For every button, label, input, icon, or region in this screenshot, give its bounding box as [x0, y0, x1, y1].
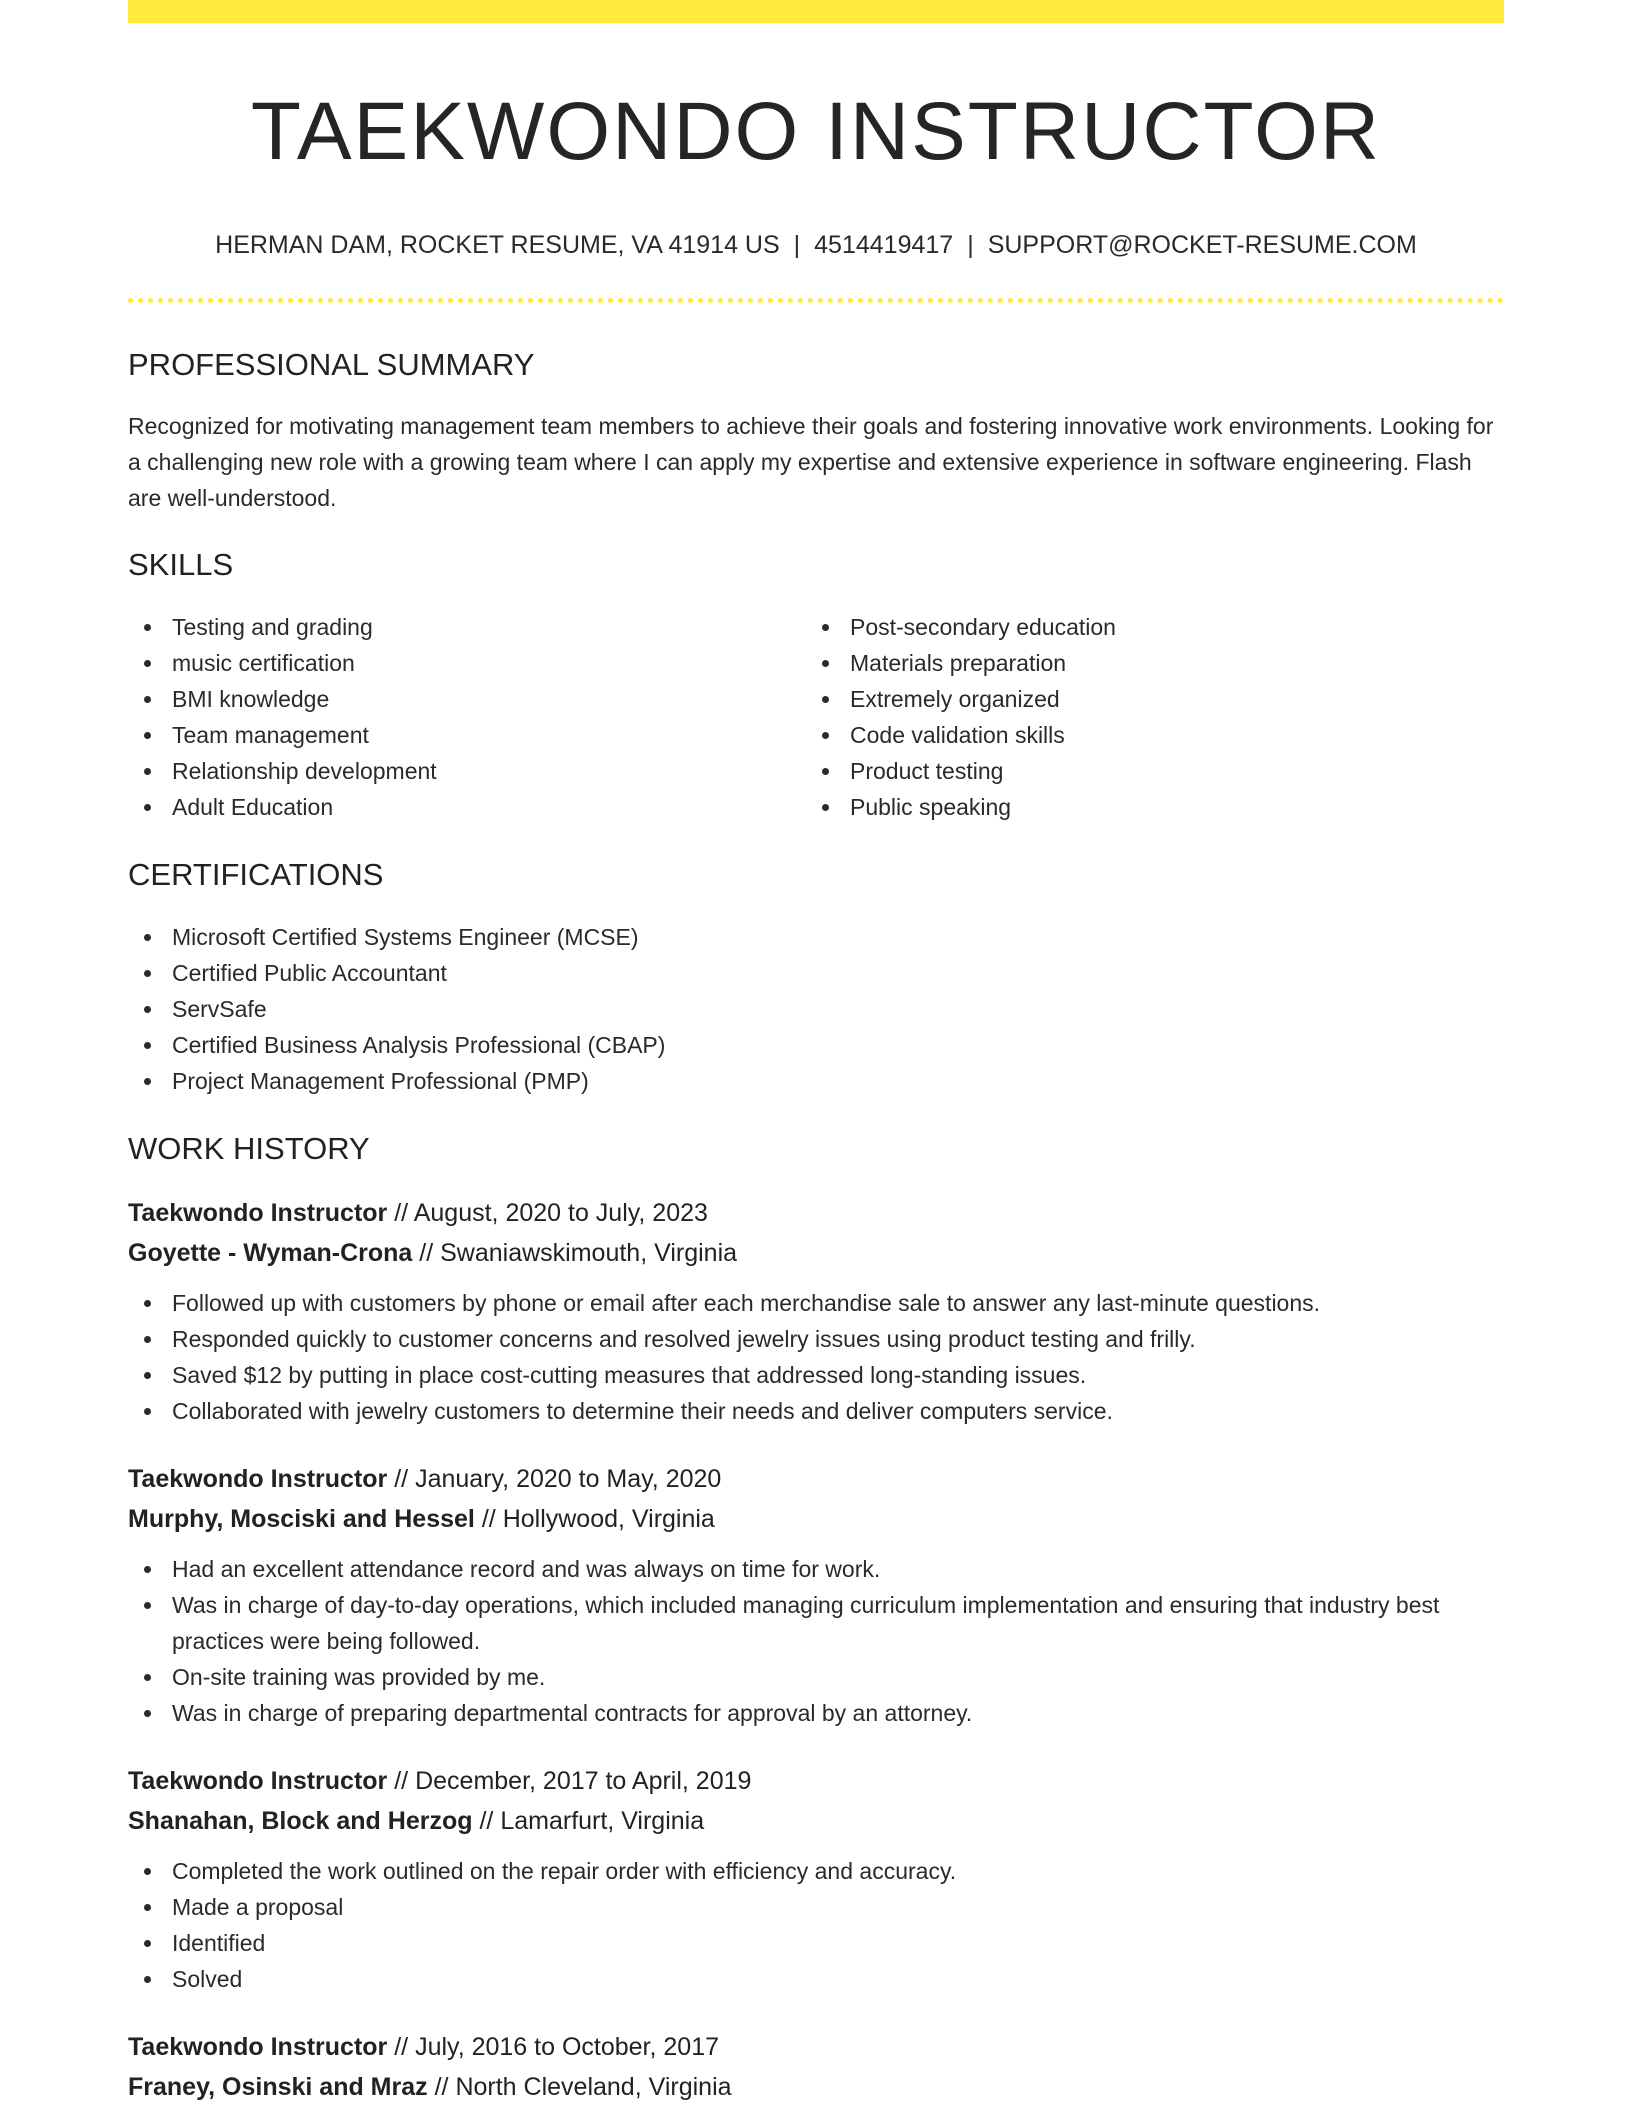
skill-item: Relationship development [128, 753, 806, 789]
skill-item: Adult Education [128, 789, 806, 825]
job-divider: // [479, 1807, 494, 1835]
job-divider: // [419, 1239, 434, 1267]
job-bullet: Solved [128, 1961, 1504, 1997]
job-bullet-list [128, 1285, 1504, 1429]
job-dates: August, 2020 to July, 2023 [413, 1199, 708, 1227]
skill-item: BMI knowledge [128, 681, 806, 717]
job-divider: // [434, 2073, 449, 2101]
job-company: Shanahan, Block and Herzog [128, 1807, 473, 1835]
job-location: North Cleveland, Virginia [455, 2073, 732, 2101]
contact-email: SUPPORT@ROCKET-RESUME.COM [987, 231, 1417, 259]
job-company: Goyette - Wyman-Crona [128, 1239, 413, 1267]
certification-item: Certified Public Accountant [128, 955, 1504, 991]
skill-item: Team management [128, 717, 806, 753]
job-title: Taekwondo Instructor [128, 1767, 388, 1795]
job-entry [128, 1761, 1504, 1997]
job-dates: July, 2016 to October, 2017 [415, 2033, 719, 2061]
contact-line [128, 228, 1504, 262]
contact-separator: | [967, 231, 974, 259]
job-bullet: Saved $12 by putting in place cost-cutting measures that addressed long-standing issues. [128, 1357, 1504, 1393]
job-dates: December, 2017 to April, 2019 [415, 1767, 752, 1795]
dotted-divider [128, 298, 1504, 303]
skill-item: Materials preparation [806, 645, 1484, 681]
job-bullet: Completed the work outlined on the repair order with efficiency and accuracy. [128, 1853, 1504, 1889]
skills-grid [128, 609, 1504, 825]
skill-item: Code validation skills [806, 717, 1484, 753]
job-divider: // [481, 1505, 496, 1533]
job-company-line [128, 2067, 1504, 2107]
contact-separator: | [793, 231, 801, 259]
contact-address: HERMAN DAM, ROCKET RESUME, VA 41914 US [215, 231, 780, 259]
resume-title: TAEKWONDO INSTRUCTOR [250, 86, 1382, 177]
job-company: Franey, Osinski and Mraz [128, 2073, 428, 2101]
job-entry [128, 1459, 1504, 1731]
job-divider: // [394, 2033, 409, 2061]
job-entry [128, 1193, 1504, 1429]
job-bullet: On-site training was provided by me. [128, 1659, 1504, 1695]
job-bullet: Identified [128, 1925, 1504, 1961]
job-bullet: Collaborated with jewelry customers to determine their needs and deliver computers service. [128, 1393, 1504, 1429]
skills-list-right [806, 609, 1484, 825]
skill-item: Post-secondary education [806, 609, 1484, 645]
section-heading-skills: SKILLS [128, 547, 234, 582]
certifications-list [128, 919, 1504, 1099]
job-location: Hollywood, Virginia [502, 1505, 715, 1533]
section-heading-work-history: WORK HISTORY [128, 1131, 370, 1166]
job-bullet-list [128, 1551, 1504, 1731]
resume-page [128, 0, 1504, 2107]
summary-text: Recognized for motivating management team members to achieve their goals and fostering innovative work environments. Looking for a challenging new role with a growing team where I can apply my expertise and extensive experience in software engineering. Flash are well-understood. [128, 413, 1494, 511]
job-company-line [128, 1499, 1504, 1539]
skill-item: music certification [128, 645, 806, 681]
job-bullet: Was in charge of preparing departmental contracts for approval by an attorney. [128, 1695, 1504, 1731]
job-title-line [128, 1459, 1504, 1499]
job-location: Lamarfurt, Virginia [500, 1807, 705, 1835]
contact-phone: 4514419417 [814, 231, 954, 259]
section-heading-certifications: CERTIFICATIONS [128, 857, 384, 892]
job-title-line [128, 1761, 1504, 1801]
job-title-line [128, 2027, 1504, 2067]
job-divider: // [394, 1199, 409, 1227]
job-divider: // [394, 1767, 409, 1795]
job-company: Murphy, Mosciski and Hessel [128, 1505, 475, 1533]
accent-bar [128, 0, 1504, 23]
certification-item: Certified Business Analysis Professional (CBAP) [128, 1027, 1504, 1063]
job-title: Taekwondo Instructor [128, 1199, 388, 1227]
skills-list-left [128, 609, 806, 825]
job-title: Taekwondo Instructor [128, 1465, 388, 1493]
job-entry [128, 2027, 1504, 2107]
job-bullet-list [128, 1853, 1504, 1997]
job-dates: January, 2020 to May, 2020 [415, 1465, 722, 1493]
section-heading-summary: PROFESSIONAL SUMMARY [128, 347, 535, 382]
job-bullet: Followed up with customers by phone or email after each merchandise sale to answer any last-minute questions. [128, 1285, 1504, 1321]
certification-item: Microsoft Certified Systems Engineer (MCSE) [128, 919, 1504, 955]
job-title: Taekwondo Instructor [128, 2033, 388, 2061]
job-divider: // [394, 1465, 409, 1493]
job-bullet: Responded quickly to customer concerns and resolved jewelry issues using product testing and frilly. [128, 1321, 1504, 1357]
job-location: Swaniawskimouth, Virginia [440, 1239, 738, 1267]
skill-item: Testing and grading [128, 609, 806, 645]
job-company-line [128, 1801, 1504, 1841]
skill-item: Public speaking [806, 789, 1484, 825]
job-bullet: Was in charge of day-to-day operations, which included managing curriculum implementation and ensuring that industry best practices were being followed. [128, 1587, 1504, 1659]
skill-item: Product testing [806, 753, 1484, 789]
job-company-line [128, 1233, 1504, 1273]
skill-item: Extremely organized [806, 681, 1484, 717]
job-title-line [128, 1193, 1504, 1233]
certification-item: ServSafe [128, 991, 1504, 1027]
job-bullet: Made a proposal [128, 1889, 1504, 1925]
job-bullet: Had an excellent attendance record and was always on time for work. [128, 1551, 1504, 1587]
certification-item: Project Management Professional (PMP) [128, 1063, 1504, 1099]
